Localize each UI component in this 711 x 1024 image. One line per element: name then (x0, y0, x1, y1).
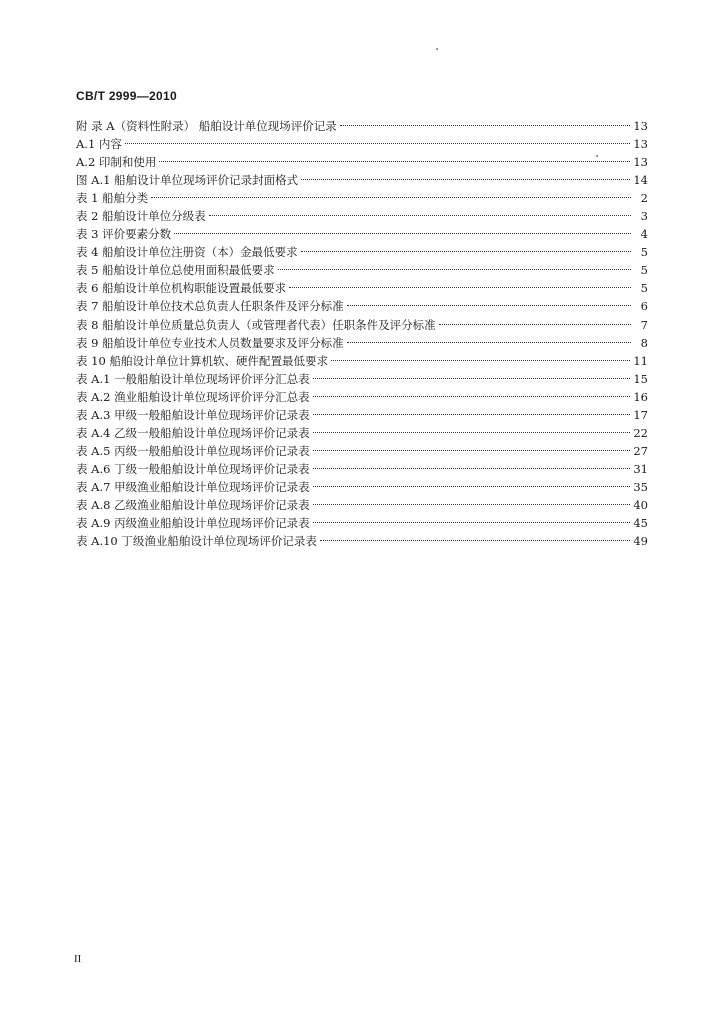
toc-leader-dots (313, 396, 631, 397)
standard-code-header: CB/T 2999—2010 (76, 89, 177, 103)
toc-entry-title: 表 A.2 渔业船舶设计单位现场评价评分汇总表 (76, 389, 310, 404)
toc-entry-page: 15 (633, 371, 648, 386)
toc-entry[interactable] (76, 189, 648, 207)
toc-leader-dots (313, 486, 631, 487)
toc-leader-dots (347, 342, 631, 343)
toc-entry-title: 表 9 船舶设计单位专业技术人员数量要求及评分标准 (76, 335, 344, 350)
toc-entry-page: 35 (633, 479, 648, 494)
toc-entry-page: 8 (640, 335, 648, 350)
toc-entry-title: A.2 印制和使用 (76, 155, 157, 170)
toc-leader-dots (301, 179, 630, 180)
toc-entry[interactable] (76, 207, 648, 225)
toc-entry-title: 表 A.10 丁级渔业船舶设计单位现场评价记录表 (76, 534, 317, 549)
toc-entry-page: 16 (633, 389, 648, 404)
toc-entry-page: 27 (633, 443, 648, 458)
toc-entry-title: 表 A.1 一般船舶设计单位现场评价评分汇总表 (76, 371, 310, 386)
toc-entry[interactable] (76, 334, 648, 352)
toc-entry-title: 表 4 船舶设计单位注册资（本）金最低要求 (76, 245, 298, 260)
toc-leader-dots (439, 324, 631, 325)
toc-entry-title: 表 8 船舶设计单位质量总负责人（或管理者代表）任职条件及评分标准 (76, 317, 436, 332)
toc-entry-title: 表 A.7 甲级渔业船舶设计单位现场评价记录表 (76, 479, 310, 494)
toc-entry[interactable] (76, 370, 648, 388)
toc-leader-dots (159, 161, 630, 162)
toc-entry[interactable] (76, 297, 648, 315)
table-of-contents (76, 117, 648, 550)
toc-entry-page: 11 (633, 353, 648, 368)
toc-entry-page: 3 (640, 209, 648, 224)
toc-leader-dots (313, 450, 631, 451)
toc-leader-dots (301, 251, 631, 252)
toc-leader-dots (313, 522, 631, 523)
toc-entry[interactable] (76, 243, 648, 261)
toc-leader-dots (289, 287, 631, 288)
toc-entry-title: 附 录 A（资料性附录） 船舶设计单位现场评价记录 (76, 119, 337, 133)
toc-entry-page: 13 (633, 155, 648, 170)
toc-leader-dots (278, 269, 631, 270)
toc-entry-page: 31 (633, 461, 648, 476)
toc-entry[interactable] (76, 460, 648, 478)
toc-leader-dots (313, 432, 631, 433)
toc-leader-dots (347, 305, 631, 306)
toc-entry-title: A.1 内容 (76, 137, 122, 152)
toc-entry-page: 14 (633, 173, 648, 188)
toc-entry-page: 6 (640, 299, 648, 314)
toc-leader-dots (313, 414, 631, 415)
toc-entry-title: 表 6 船舶设计单位机构职能设置最低要求 (76, 281, 287, 296)
toc-entry-page: 7 (640, 317, 648, 332)
toc-entry-title: 表 A.6 丁级一般船舶设计单位现场评价记录表 (76, 461, 310, 476)
toc-entry[interactable] (76, 478, 648, 496)
toc-entry[interactable] (76, 424, 648, 442)
toc-entry[interactable] (76, 388, 648, 406)
toc-entry-title: 表 A.8 乙级渔业船舶设计单位现场评价记录表 (76, 497, 310, 512)
toc-leader-dots (209, 215, 631, 216)
toc-entry[interactable] (76, 514, 648, 532)
toc-entry[interactable] (76, 117, 648, 135)
toc-entry-page: 13 (633, 119, 648, 133)
toc-leader-dots (320, 540, 630, 541)
toc-entry[interactable] (76, 135, 648, 153)
toc-entry-page: 13 (633, 137, 648, 152)
scan-speck (596, 155, 598, 157)
scan-speck (436, 48, 438, 50)
toc-entry-page: 45 (633, 516, 648, 531)
toc-entry[interactable] (76, 532, 648, 550)
toc-entry-page: 5 (640, 263, 648, 278)
toc-entry[interactable] (76, 352, 648, 370)
toc-entry-page: 2 (640, 191, 648, 206)
toc-entry[interactable] (76, 153, 648, 171)
toc-leader-dots (313, 468, 631, 469)
toc-entry-title: 表 10 船舶设计单位计算机软、硬件配置最低要求 (76, 353, 328, 368)
toc-leader-dots (151, 197, 631, 198)
toc-entry-page: 22 (633, 425, 648, 440)
toc-entry-title: 表 2 船舶设计单位分级表 (76, 209, 206, 224)
toc-entry-page: 40 (633, 497, 648, 512)
toc-leader-dots (125, 143, 630, 144)
toc-entry-title: 表 A.3 甲级一般船舶设计单位现场评价记录表 (76, 407, 310, 422)
toc-entry-page: 5 (640, 245, 648, 260)
toc-leader-dots (174, 233, 631, 234)
toc-entry-page: 5 (640, 281, 648, 296)
toc-entry[interactable] (76, 171, 648, 189)
toc-entry[interactable] (76, 261, 648, 279)
toc-entry-title: 表 A.5 丙级一般船舶设计单位现场评价记录表 (76, 443, 310, 458)
toc-entry-title: 图 A.1 船舶设计单位现场评价记录封面格式 (76, 173, 299, 188)
toc-entry-title: 表 3 评价要素分数 (76, 227, 172, 242)
toc-entry[interactable] (76, 316, 648, 334)
toc-leader-dots (331, 360, 630, 361)
page-number: II (74, 953, 82, 965)
toc-entry[interactable] (76, 279, 648, 297)
toc-leader-dots (313, 378, 631, 379)
toc-entry-title: 表 A.9 丙级渔业船舶设计单位现场评价记录表 (76, 516, 310, 531)
toc-entry[interactable] (76, 496, 648, 514)
toc-entry-title: 表 7 船舶设计单位技术总负责人任职条件及评分标准 (76, 299, 344, 314)
toc-entry-page: 17 (633, 407, 648, 422)
toc-entry[interactable] (76, 406, 648, 424)
toc-entry-page: 49 (633, 534, 648, 549)
toc-leader-dots (313, 504, 631, 505)
toc-entry-title: 表 A.4 乙级一般船舶设计单位现场评价记录表 (76, 425, 310, 440)
toc-entry[interactable] (76, 225, 648, 243)
toc-entry[interactable] (76, 442, 648, 460)
toc-entry-title: 表 1 船舶分类 (76, 191, 149, 206)
toc-entry-title: 表 5 船舶设计单位总使用面积最低要求 (76, 263, 275, 278)
toc-leader-dots (340, 125, 631, 126)
toc-entry-page: 4 (640, 227, 648, 242)
